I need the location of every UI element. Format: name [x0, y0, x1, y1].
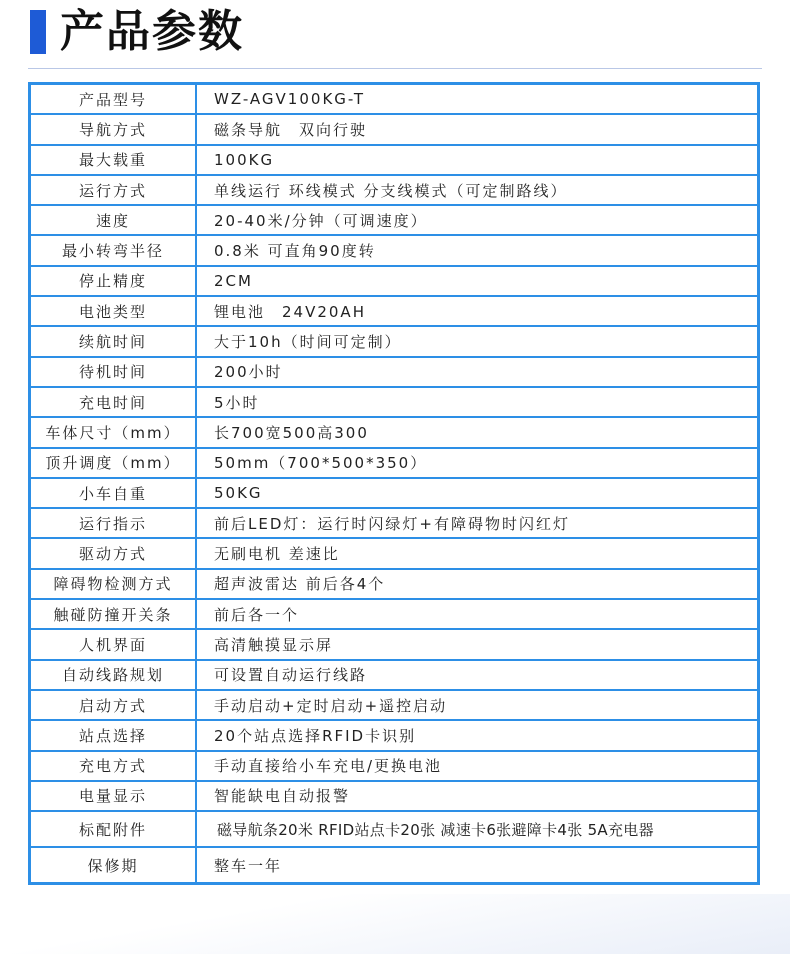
spec-label: 速度	[30, 205, 197, 235]
spec-label: 运行指示	[30, 508, 197, 538]
background-fade	[0, 894, 790, 954]
table-row	[30, 114, 759, 144]
spec-value: 前后各一个	[196, 599, 759, 629]
spec-label: 站点选择	[30, 720, 197, 750]
spec-label: 触碰防撞开关条	[30, 599, 197, 629]
table-row	[30, 296, 759, 326]
spec-value: 200小时	[196, 357, 759, 387]
spec-value: 手动直接给小车充电/更换电池	[196, 751, 759, 781]
spec-value: 超声波雷达 前后各4个	[196, 569, 759, 599]
table-row	[30, 599, 759, 629]
table-row	[30, 690, 759, 720]
spec-label: 待机时间	[30, 357, 197, 387]
table-row	[30, 478, 759, 508]
spec-value: 前后LED灯：运行时闪绿灯+有障碍物时闪红灯	[196, 508, 759, 538]
spec-value: 大于10h（时间可定制）	[196, 326, 759, 356]
spec-label: 标配附件	[30, 811, 197, 847]
spec-value: 锂电池 24V20AH	[196, 296, 759, 326]
spec-value: 100KG	[196, 145, 759, 175]
spec-label: 人机界面	[30, 629, 197, 659]
table-row	[30, 720, 759, 750]
spec-value: 20-40米/分钟（可调速度）	[196, 205, 759, 235]
spec-value: 单线运行 环线模式 分支线模式（可定制路线）	[196, 175, 759, 205]
spec-label: 电池类型	[30, 296, 197, 326]
spec-value: 20个站点选择RFID卡识别	[196, 720, 759, 750]
spec-label: 最小转弯半径	[30, 235, 197, 265]
spec-label: 最大载重	[30, 145, 197, 175]
table-row	[30, 357, 759, 387]
page-title: 产品参数	[60, 6, 244, 57]
spec-value: 手动启动+定时启动+遥控启动	[196, 690, 759, 720]
spec-value: WZ-AGV100KG-T	[196, 84, 759, 115]
spec-value: 磁条导航 双向行驶	[196, 114, 759, 144]
table-row	[30, 205, 759, 235]
spec-label: 驱动方式	[30, 538, 197, 568]
table-row	[30, 326, 759, 356]
table-row	[30, 847, 759, 884]
spec-label: 产品型号	[30, 84, 197, 115]
spec-label: 启动方式	[30, 690, 197, 720]
table-row	[30, 781, 759, 811]
table-row	[30, 84, 759, 115]
spec-value: 50mm（700*500*350）	[196, 448, 759, 478]
table-row	[30, 660, 759, 690]
spec-value: 无刷电机 差速比	[196, 538, 759, 568]
table-row	[30, 508, 759, 538]
spec-label: 充电时间	[30, 387, 197, 417]
title-accent-bar	[30, 10, 46, 54]
table-row	[30, 175, 759, 205]
spec-label: 顶升调度（mm）	[30, 448, 197, 478]
spec-table	[28, 82, 760, 885]
spec-label: 导航方式	[30, 114, 197, 144]
spec-label: 小车自重	[30, 478, 197, 508]
spec-label: 保修期	[30, 847, 197, 884]
table-row	[30, 266, 759, 296]
title-divider	[28, 68, 762, 69]
spec-value: 整车一年	[196, 847, 759, 884]
spec-table-body	[30, 84, 759, 884]
section-header	[0, 0, 790, 70]
table-row	[30, 569, 759, 599]
spec-label: 停止精度	[30, 266, 197, 296]
spec-value: 磁导航条20米 RFID站点卡20张 减速卡6张避障卡4张 5A充电器	[196, 811, 759, 847]
spec-label: 障碍物检测方式	[30, 569, 197, 599]
spec-value: 高清触摸显示屏	[196, 629, 759, 659]
spec-value: 长700宽500高300	[196, 417, 759, 447]
table-row	[30, 145, 759, 175]
spec-value: 5小时	[196, 387, 759, 417]
table-row	[30, 538, 759, 568]
table-row	[30, 448, 759, 478]
spec-value: 2CM	[196, 266, 759, 296]
spec-label: 车体尺寸（mm）	[30, 417, 197, 447]
spec-value: 0.8米 可直角90度转	[196, 235, 759, 265]
spec-label: 电量显示	[30, 781, 197, 811]
spec-label: 运行方式	[30, 175, 197, 205]
table-row	[30, 417, 759, 447]
spec-value: 50KG	[196, 478, 759, 508]
table-row	[30, 751, 759, 781]
spec-value: 可设置自动运行线路	[196, 660, 759, 690]
spec-label: 续航时间	[30, 326, 197, 356]
spec-value: 智能缺电自动报警	[196, 781, 759, 811]
table-row	[30, 235, 759, 265]
spec-label: 自动线路规划	[30, 660, 197, 690]
table-row	[30, 387, 759, 417]
table-row	[30, 629, 759, 659]
table-row	[30, 811, 759, 847]
spec-label: 充电方式	[30, 751, 197, 781]
